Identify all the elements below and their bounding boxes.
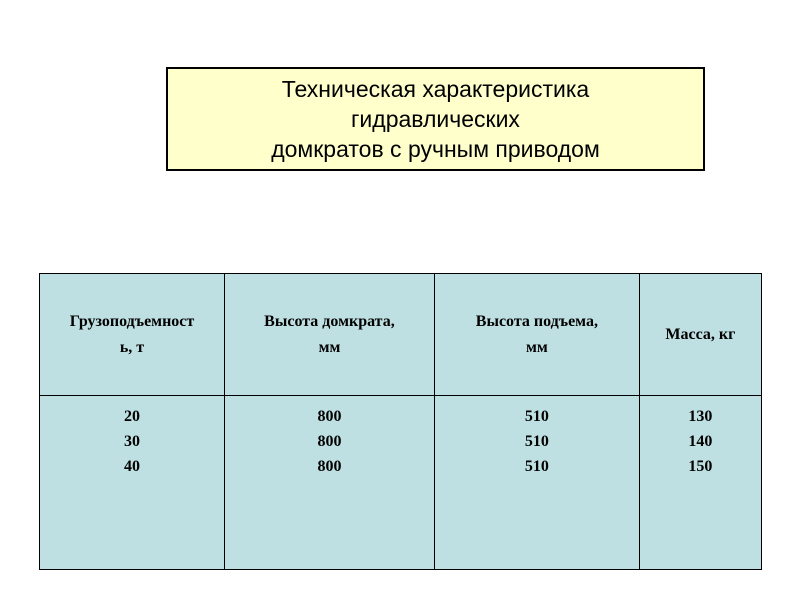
mass-value: 140 xyxy=(688,433,713,450)
title-line-3: домкратов с ручным приводом xyxy=(271,136,600,162)
header-capacity-line-1: Грузоподъемност xyxy=(69,312,195,330)
jack-height-value: 800 xyxy=(317,408,342,425)
header-row xyxy=(40,274,762,396)
header-lift-height-line-1: Высота подъема, xyxy=(475,312,598,330)
header-jack-height xyxy=(224,274,434,396)
specs-table xyxy=(39,273,762,570)
capacity-value: 20 xyxy=(123,408,140,425)
capacity-value: 30 xyxy=(123,433,140,450)
header-capacity xyxy=(40,274,225,396)
cell-jack-height xyxy=(224,396,434,570)
header-mass-line-1: Масса, кг xyxy=(665,325,736,343)
header-mass xyxy=(639,274,761,396)
title-line-1: Техническая характеристика xyxy=(281,76,590,102)
title-box xyxy=(166,67,705,171)
jack-height-value: 800 xyxy=(317,458,342,475)
header-jack-height-line-2: мм xyxy=(318,338,341,356)
header-lift-height-line-2: мм xyxy=(525,338,548,356)
lift-height-value: 510 xyxy=(524,458,549,475)
mass-value: 150 xyxy=(688,458,713,475)
lift-height-value: 510 xyxy=(524,433,549,450)
header-lift-height xyxy=(434,274,639,396)
header-jack-height-line-1: Высота домкрата, xyxy=(264,312,395,330)
cell-capacity xyxy=(40,396,225,570)
cell-lift-height xyxy=(434,396,639,570)
header-capacity-line-2: ь, т xyxy=(119,338,145,356)
capacity-value: 40 xyxy=(123,458,140,475)
title-line-2: гидравлических xyxy=(351,106,520,132)
table-row xyxy=(40,396,762,570)
mass-value: 130 xyxy=(688,408,713,425)
cell-mass xyxy=(639,396,761,570)
lift-height-value: 510 xyxy=(524,408,549,425)
jack-height-value: 800 xyxy=(317,433,342,450)
